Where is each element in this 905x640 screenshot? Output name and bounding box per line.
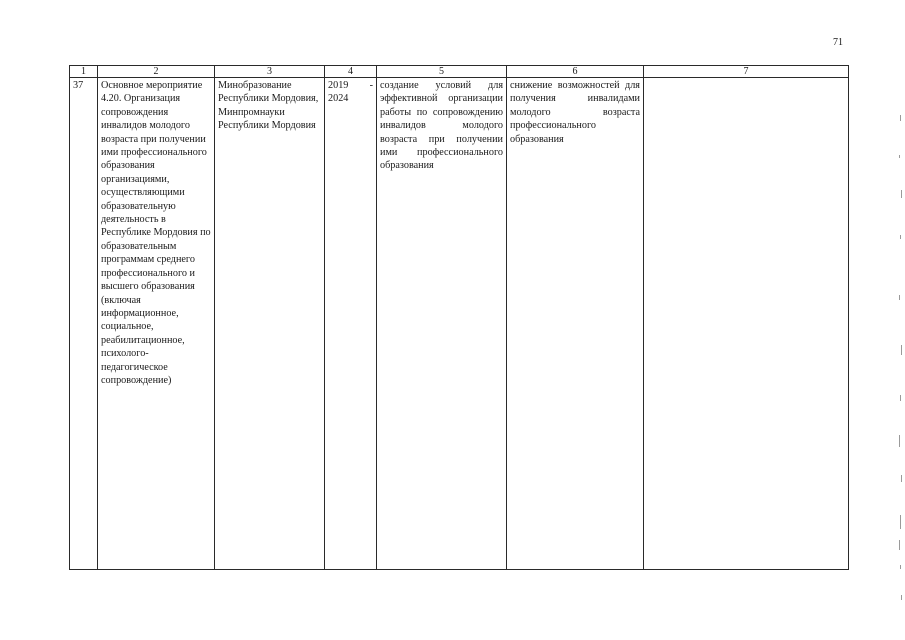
consequence-cell: снижение возможностей для получения инвалидами молодого возраста профессионального образования — [507, 78, 644, 570]
executor-cell: Минобразование Республики Мордовия, Минпромнауки Республики Мордовия — [215, 78, 325, 570]
note-cell — [644, 78, 849, 570]
scan-edge-artifact — [890, 95, 904, 615]
header-col-1: 1 — [70, 66, 98, 78]
table-row — [70, 78, 849, 570]
period-cell: 2019 - 2024 — [325, 78, 377, 570]
header-col-2: 2 — [98, 66, 215, 78]
header-row — [70, 66, 849, 78]
header-col-4: 4 — [325, 66, 377, 78]
header-col-6: 6 — [507, 66, 644, 78]
header-col-7: 7 — [644, 66, 849, 78]
row-number: 37 — [70, 78, 98, 570]
event-name-cell: Основное мероприятие 4.20. Организация сопровождения инвалидов молодого возраста при получении ими профессионального образования организациями, осуществляющими образовательную деятельность в Республике Мордовия по образовательным программам среднего профессионального и высшего образования (включая информационное, социальное, реабилитационное, психолого-педагогическое сопровождение) — [98, 78, 215, 570]
header-col-3: 3 — [215, 66, 325, 78]
page-number: 71 — [833, 37, 843, 48]
measures-table — [69, 65, 849, 570]
expected-result-cell: создание условий для эффективной организации работы по сопровождению инвалидов молодого возраста при получении ими профессионального образования — [377, 78, 507, 570]
header-col-5: 5 — [377, 66, 507, 78]
